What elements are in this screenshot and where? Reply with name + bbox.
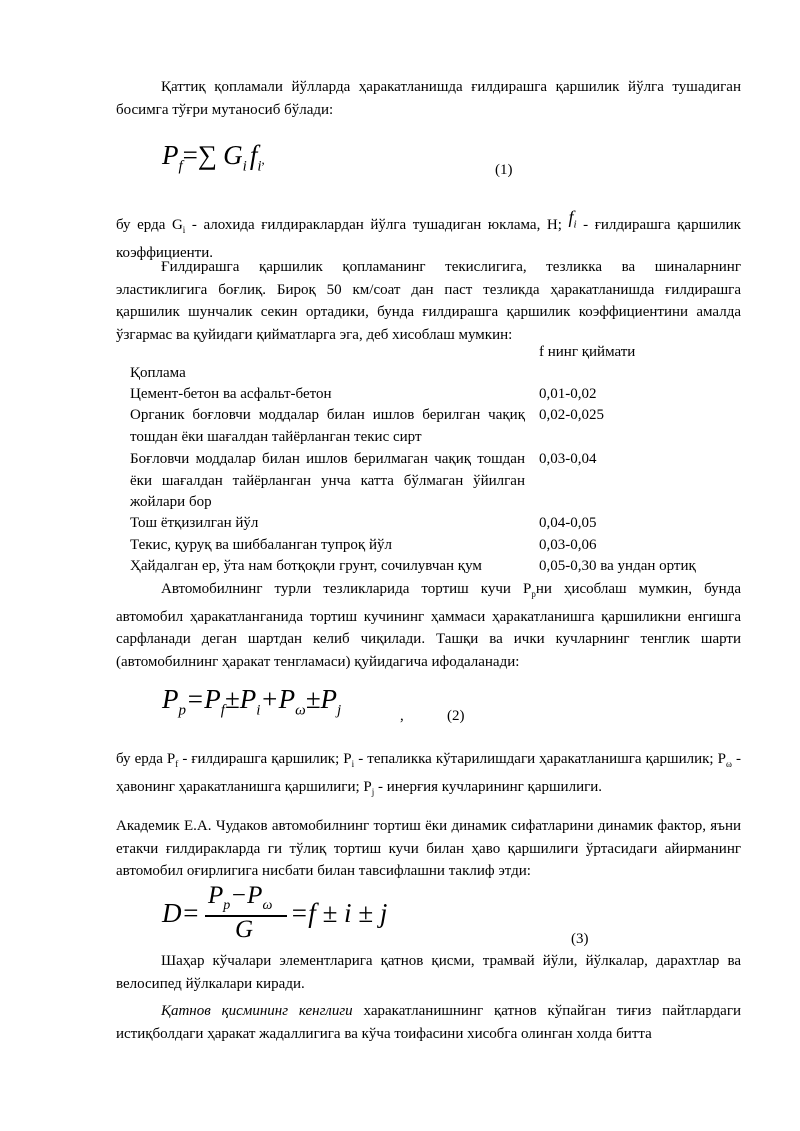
table-row-surface: Тош ётқизилган йўл [130,515,259,531]
eq3-sub-w: ω [262,898,273,913]
para2-sub-i: i [182,225,186,235]
table-row-surface: Боғловчи моддалар билан ишлов берилмаган чақиқ тошдан ёки шағалдан тайёрланган унча катта бўлмаган ўйилган жойлари бор [130,451,525,510]
eq1-lhs: P [162,140,179,170]
eq2-sub-j: j [337,702,342,719]
para2-text-b: - алохида ғилдираклардан йўлга тушадиган юклама, Н; [185,217,562,233]
eq2-pw: +P [260,684,296,714]
eq2-pj: ±P [305,684,337,714]
table-row-surface: Цемент-бетон ва асфальт-бетон [130,386,332,402]
para2-text-c: - ғилдирашга қаршилик коэффициенти. [116,217,741,262]
eq1-g-sub: i [242,158,247,175]
equation-3-denominator: G [235,916,254,943]
equation-2 [162,684,341,719]
para5-sub-j: j [371,786,375,797]
equation-3-number: (3) [571,931,589,947]
table-row-surface: Текис, қуруқ ва шиббаланган тупроқ йўл [130,537,392,553]
para5-text-a: бу ерда P [116,751,176,767]
eq3-pp: P [208,882,224,909]
table-row-value: 0,05-0,30 ва ундан ортиқ [539,558,696,574]
table-row-value: 0,01-0,02 [539,386,597,402]
para2-fi-f: f [568,207,574,227]
paragraph-7: Шаҳар кўчалари элементларига қатнов қисми, трамвай йўли, йўлкалар, дарахтлар ва велосипед йўлкалари киради. [116,953,741,992]
table-row-surface: Ҳайдалган ер, ўта нам ботқоқли грунт, сочилувчан қум [130,558,482,574]
paragraph-1: Қаттиқ қопламали йўлларда ҳаракатланишда ғилдирашга қаршилик йўлга тушадиган босимга тўғри мутаносиб бўлади: [116,79,741,118]
eq2-sub-w: ω [295,702,306,719]
para8-italic: Қатнов қисмининг кенглиги [161,1003,353,1019]
table-header-value: f нинг қиймати [539,344,636,360]
equation-3-lhs: D= [162,898,200,928]
equation-3-rhs: =f ± i ± j [290,898,388,928]
para5-text-e: - инерғия кучларининг қаршилиги. [374,778,603,795]
table-row-value: 0,02-0,025 [539,407,604,423]
para5-text-c: - тепаликка кўтарилишдаги ҳаракатланишга қаршилик; P [354,751,727,767]
para5-sub-w: ω [726,759,732,769]
eq1-sum: =∑ [182,140,218,170]
para4-text-a: Автомобилнинг турли тезликларида тортиш кучи P [161,581,532,597]
table-row-value: 0,04-0,05 [539,515,597,531]
eq3-sub-p: p [223,898,231,913]
para4-text-b: ни ҳисоблаш мумкин, бунда автомобил ҳаракатланганида тортиш кучининг ҳаммаси ҳаракатланишга қаршиликни енгишга сарфланади деган шартдан келиб чиқилади. Ташқи ва ички кучларнинг тенглик шарти (автомобилнинг ҳаракат тенгламаси) қуйидагича ифодаланади: [116,581,741,670]
paragraph-4 [116,578,741,673]
table-header-surface: Қоплама [130,365,186,381]
eq2-pf: =P [186,684,221,714]
para5-sub-f: f [175,759,179,769]
equation-3-numerator [208,882,272,914]
equation-1 [162,140,265,175]
equation-1-number: (1) [495,162,513,178]
eq2-pp: P [162,684,179,714]
eq1-g: G [223,140,243,170]
eq1-f-sub: i [257,158,262,175]
para8-text: харакатланишнинг қатнов кўпайган тиғиз пайтлардаги истиқболдаги ҳаракат жадаллигига ва кўча тоифасини хисобга олинган холда битта [116,1003,741,1042]
para2-fi-sub: i [573,218,577,231]
table-row-surface: Органик боғловчи моддалар билан ишлов берилган чақиқ тошдан ёки шағалдан тайёрланган текис сирт [130,407,525,445]
para5-sub-i: i [351,759,355,769]
equation-2-comma: , [400,708,404,724]
eq2-sub-i: i [256,702,261,719]
para2-fi [568,207,577,231]
para5-text-d: - ҳавонинг ҳаракатланишга қаршилиги; P [116,751,742,795]
eq1-f: f [249,140,258,170]
eq1-lhs-sub: f [178,158,183,175]
equation-2-number: (2) [447,708,465,724]
para5-text-b: - ғилдирашга қаршилик; P [178,751,352,767]
para2-text-a: бу ерда G [116,217,183,233]
table-row-value: 0,03-0,06 [539,537,597,553]
eq3-pw: −P [230,882,263,909]
eq2-sub-f: f [220,702,225,719]
eq2-sub-p: p [178,702,186,719]
para4-sub-p: p [531,589,536,599]
paragraph-5 [116,748,741,803]
paragraph-3: Ғилдирашга қаршилик қопламанинг текислигига, тезликка ва шиналарнинг эластиклигига боғлиқ. Бироқ 50 км/соат дан паст тезликда ҳаракатланишда ғилдирашга қаршилик шунчалик секин ортадики, бунда ғилдирашга қаршилик коэффициентини амалда ўзгармас ва қуйидаги қийматларга эга, деб хисоблаш мумкин: [116,259,741,343]
eq1-comma: , [261,152,265,167]
paragraph-6: Академик Е.А. Чудаков автомобилнинг тортиш ёки динамик сифатларини динамик фактор, яъни етакчи ғилдиракларда ги тўлиқ тортиш кучи билан ҳаво қаршилиги ўртасидаги айирманинг автомобил оғирлигига нисбати билан тавсифлашни таклиф этди: [116,818,741,879]
paragraph-8 [116,1000,741,1045]
eq2-pi: ±P [224,684,257,714]
table-row-value: 0,03-0,04 [539,451,597,467]
